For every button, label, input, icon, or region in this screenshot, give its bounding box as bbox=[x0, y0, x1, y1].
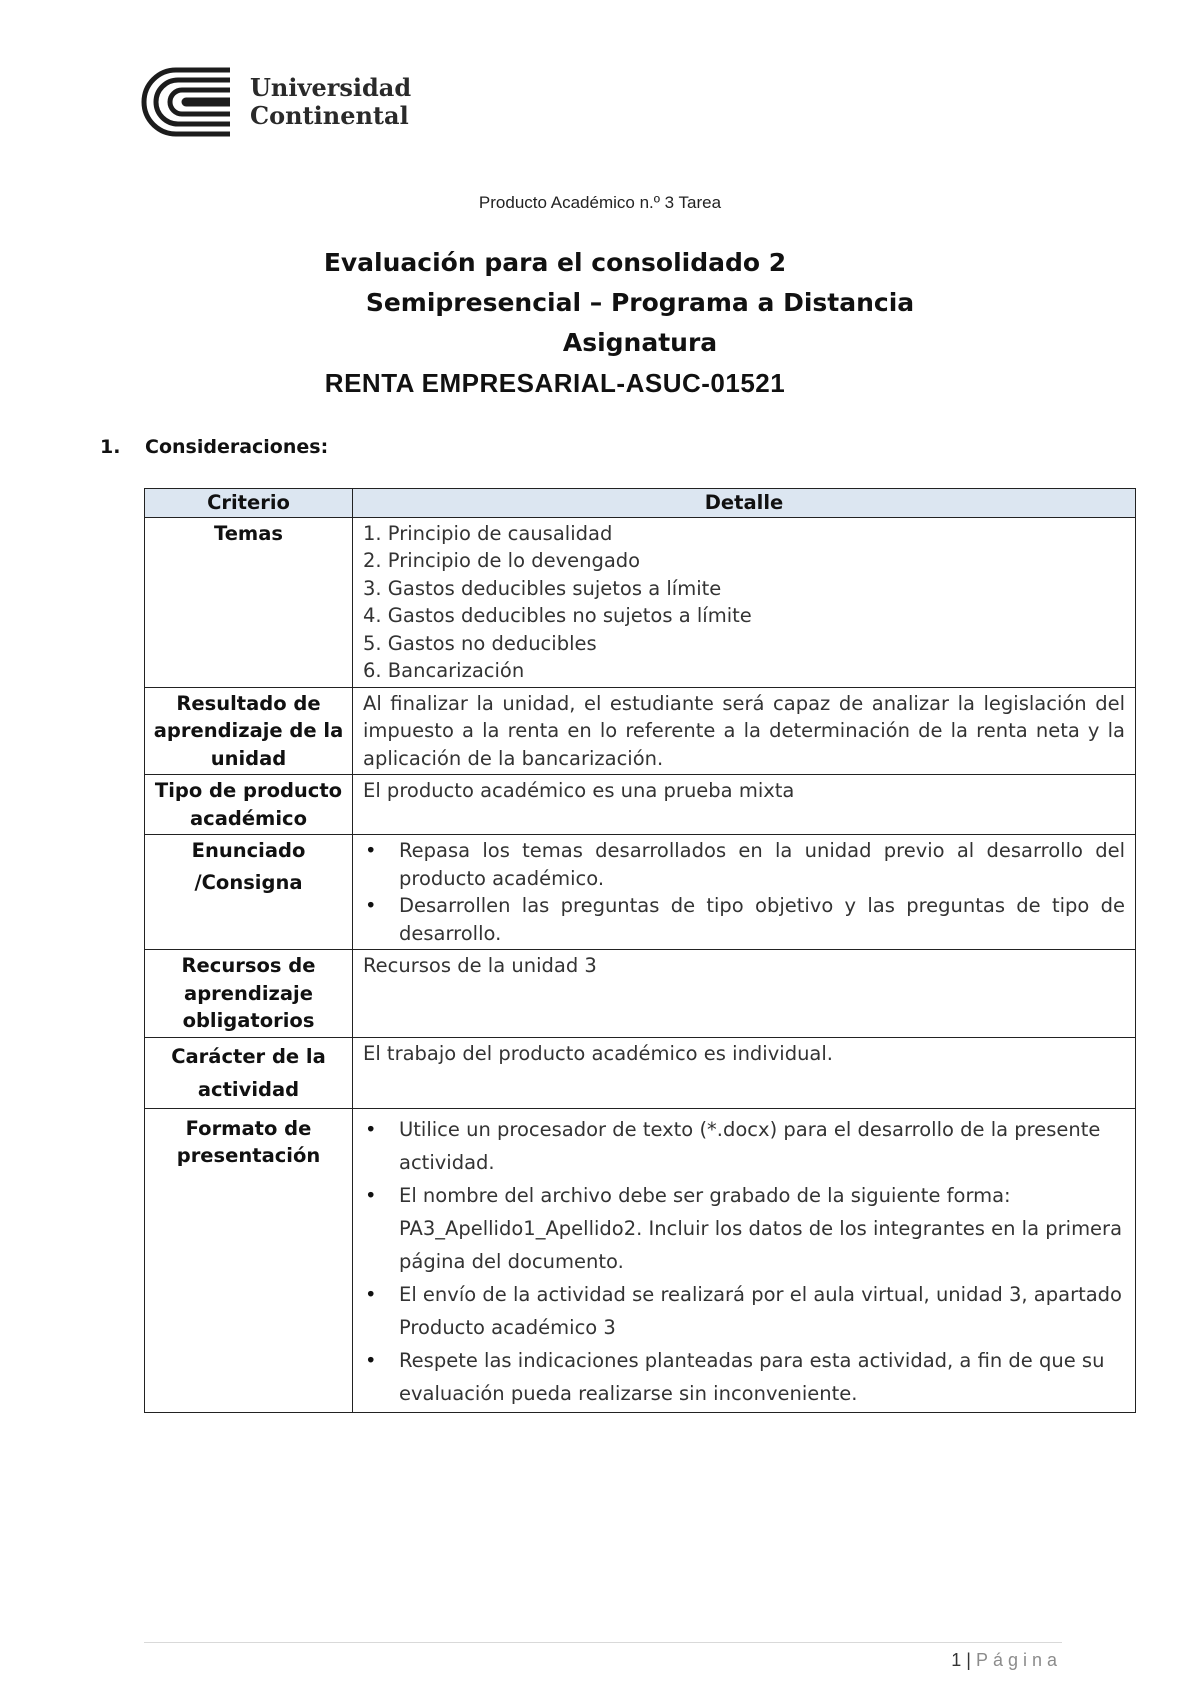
detail-enunciado bbox=[353, 835, 1136, 950]
page-footer bbox=[951, 1650, 1062, 1671]
label-resultado: Resultado de aprendizaje de la unidad bbox=[145, 687, 353, 775]
formato-item: • Utilice un procesador de texto (*.docx) para el desarrollo de la presente actividad. bbox=[399, 1113, 1125, 1179]
title-line-3: Asignatura bbox=[562, 328, 718, 357]
logo-line-1: Universidad bbox=[250, 73, 412, 102]
section-heading bbox=[100, 436, 328, 458]
enunciado-item: • Desarrollen las preguntas de tipo objetivo y las preguntas de tipo de desarrollo. bbox=[399, 892, 1125, 947]
considerations-table bbox=[144, 488, 1136, 1413]
tema-item: 6. Bancarización bbox=[363, 659, 525, 682]
label-caracter-line-1: Carácter de la bbox=[171, 1044, 326, 1068]
detail-formato bbox=[353, 1108, 1136, 1412]
detail-recursos: Recursos de la unidad 3 bbox=[353, 950, 1136, 1038]
logo-line-2: Continental bbox=[250, 101, 409, 130]
tema-item: 3. Gastos deducibles sujetos a límite bbox=[363, 576, 722, 600]
table-row-enunciado bbox=[145, 835, 1136, 950]
table-row-temas bbox=[145, 517, 1136, 687]
table-header-row bbox=[145, 489, 1136, 518]
label-temas: Temas bbox=[145, 517, 353, 687]
page-label: Página bbox=[975, 1650, 1062, 1670]
formato-item: • El envío de la actividad se realizará por el aula virtual, unidad 3, apartado Producto académico 3 bbox=[399, 1278, 1125, 1344]
tema-item: 4. Gastos deducibles no sujetos a límite bbox=[363, 604, 752, 627]
detail-temas bbox=[353, 517, 1136, 687]
tema-item: 1. Principio de causalidad bbox=[363, 521, 613, 545]
label-enunciado bbox=[145, 835, 353, 950]
table-row-formato bbox=[145, 1108, 1136, 1412]
footer-divider bbox=[144, 1642, 1062, 1643]
label-formato: Formato de presentación bbox=[145, 1108, 353, 1412]
formato-item: • El nombre del archivo debe ser grabado de la siguiente forma: PA3_Apellido1_Apellido2. Incluir los datos de los integrantes en la primera página del documento. bbox=[399, 1179, 1125, 1278]
title-line-2: Semipresencial – Programa a Distancia bbox=[365, 288, 915, 317]
title-line-1: Evaluación para el consolidado 2 bbox=[323, 248, 787, 277]
section-title: Consideraciones: bbox=[145, 436, 329, 458]
label-tipo: Tipo de producto académico bbox=[145, 775, 353, 835]
university-logo-icon bbox=[140, 66, 236, 138]
detail-caracter: El trabajo del producto académico es individual. bbox=[353, 1037, 1136, 1108]
tema-item: 2. Principio de lo devengado bbox=[363, 549, 641, 572]
table-row-caracter bbox=[145, 1037, 1136, 1108]
enunciado-item: • Repasa los temas desarrollados en la unidad previo al desarrollo del producto académico. bbox=[399, 837, 1125, 892]
header-detalle: Detalle bbox=[353, 489, 1136, 518]
label-caracter-line-2: actividad bbox=[197, 1077, 300, 1101]
page-separator: | bbox=[966, 1650, 971, 1670]
label-enunciado-line-2: /Consigna bbox=[194, 870, 303, 894]
university-name bbox=[250, 74, 411, 130]
title-line-4: RENTA EMPRESARIAL-ASUC-01521 bbox=[324, 368, 786, 398]
formato-item: • Respete las indicaciones planteadas para esta actividad, a fin de que su evaluación pueda realizarse sin inconveniente. bbox=[399, 1344, 1125, 1410]
detail-tipo: El producto académico es una prueba mixta bbox=[353, 775, 1136, 835]
page-number: 1 bbox=[951, 1650, 962, 1670]
label-recursos: Recursos de aprendizaje obligatorios bbox=[145, 950, 353, 1038]
detail-resultado: Al finalizar la unidad, el estudiante será capaz de analizar la legislación del impuesto a la renta en lo referente a la determinación de la renta neta y la aplicación de la bancarización. bbox=[353, 687, 1136, 775]
label-enunciado-line-1: Enunciado bbox=[191, 839, 306, 862]
label-caracter bbox=[145, 1037, 353, 1108]
product-line: Producto Académico n.º 3 Tarea bbox=[478, 193, 722, 212]
tema-item: 5. Gastos no deducibles bbox=[363, 631, 597, 655]
table-row-resultado bbox=[145, 687, 1136, 775]
table-row-tipo bbox=[145, 775, 1136, 835]
header-criterio: Criterio bbox=[145, 489, 353, 518]
section-number: 1. bbox=[100, 436, 121, 458]
table-row-recursos bbox=[145, 950, 1136, 1038]
